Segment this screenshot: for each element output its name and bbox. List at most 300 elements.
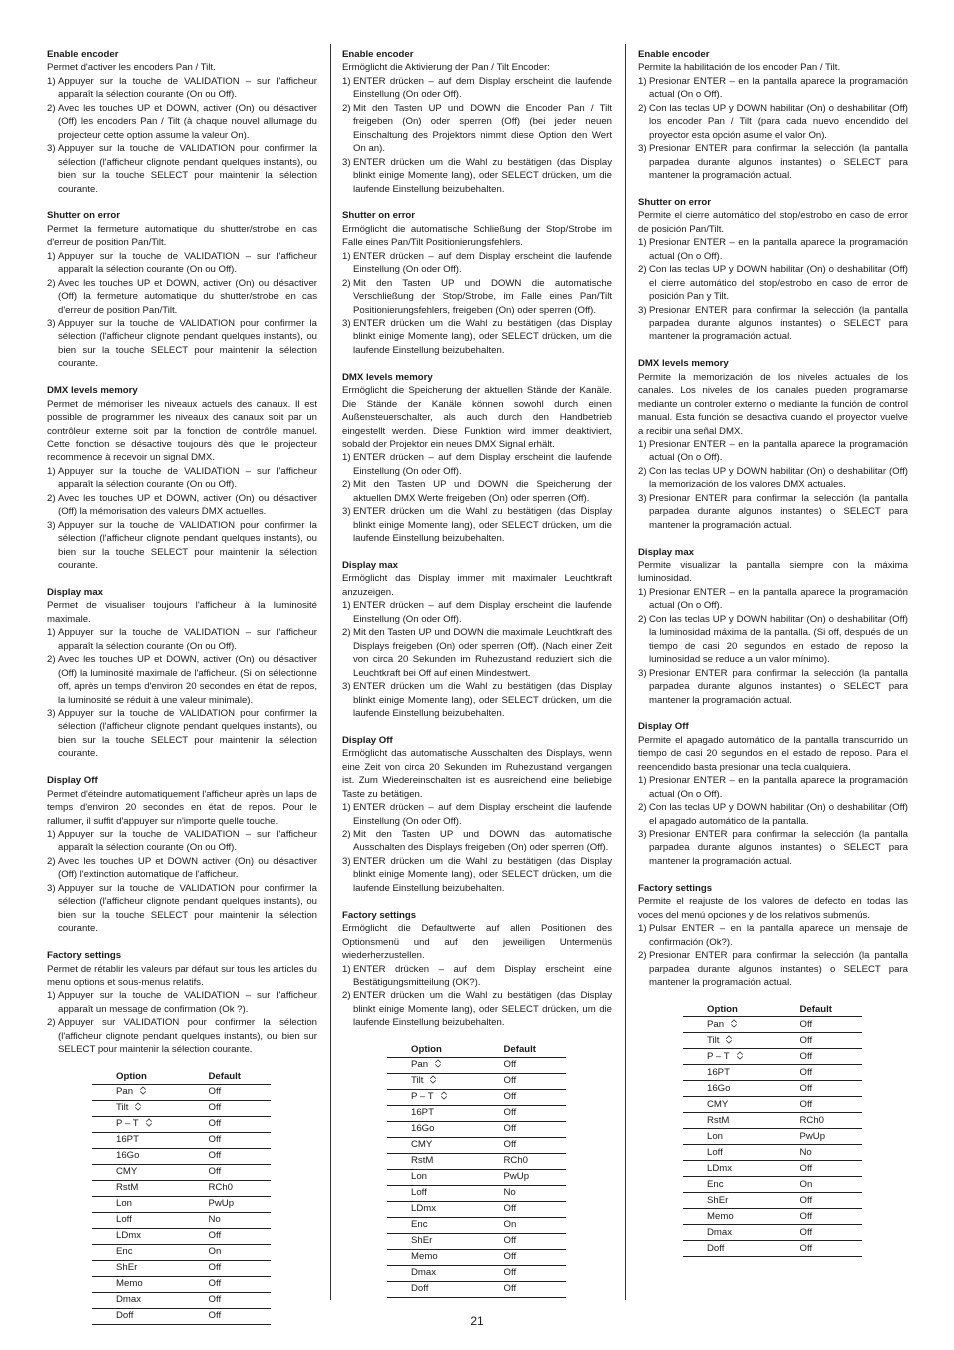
option-name: P – T bbox=[411, 1091, 434, 1103]
section-description: Permite visualizar la pantalla siempre con la máxima luminosidad. bbox=[638, 560, 908, 585]
section-description: Permet de mémoriser les niveaux actuels des canaux. Il est possible de programmer les niveaux des canaux soit par un contrôleur externe soit par la fonction de contrôle manuel. Cette fonction se désactive toujours dès que le projecteur recommence à recevoir un signal DMX. bbox=[47, 398, 317, 464]
section-description: Ermöglicht das automatische Ausschalten des Displays, wenn eine Zeit von circa 20 Sekunden im Ruhezustand vergangen ist. Zum Wiedereinschalten ist es ausreichend eine beliebige Taste zu betätigen. bbox=[342, 748, 612, 800]
option-cell bbox=[92, 1084, 208, 1100]
step-item bbox=[638, 949, 908, 989]
table-row bbox=[683, 1033, 862, 1049]
section bbox=[638, 546, 908, 707]
table-header-row bbox=[683, 1003, 862, 1017]
option-cell bbox=[387, 1281, 503, 1297]
option-cell bbox=[683, 1225, 799, 1241]
default-value: Off bbox=[799, 1033, 862, 1049]
step-number: 3) bbox=[47, 882, 56, 894]
step-number: 3) bbox=[638, 829, 647, 841]
option-name: 16PT bbox=[707, 1067, 730, 1079]
step-text: Presionar ENTER – en la pantalla aparece la programación actual (On o Off). bbox=[649, 775, 908, 800]
section-title: Enable encoder bbox=[47, 49, 119, 60]
option-name: RstM bbox=[707, 1115, 730, 1127]
step-item bbox=[342, 626, 612, 680]
step-item bbox=[638, 613, 908, 667]
step-number: 3) bbox=[342, 855, 351, 867]
step-text: Appuyer sur la touche de VALIDATION pour confirmer la sélection (l'afficheur clignote pendant quelques instants), ou bien sur la touche SELECT pour maintenir la sélection courante. bbox=[58, 708, 317, 760]
table-row bbox=[387, 1233, 566, 1249]
option-cell bbox=[92, 1228, 208, 1244]
step-number: 2) bbox=[638, 613, 647, 625]
table-row bbox=[387, 1057, 566, 1073]
step-list bbox=[47, 828, 317, 936]
option-cell bbox=[387, 1105, 503, 1121]
step-list bbox=[342, 75, 612, 196]
default-value: Off bbox=[799, 1017, 862, 1033]
default-value: PwUp bbox=[503, 1169, 566, 1185]
table-row bbox=[92, 1180, 271, 1196]
step-text: Appuyer sur la touche de VALIDATION – sur l'afficheur apparaît la sélection courante (On ou Off). bbox=[58, 465, 317, 491]
table-row bbox=[387, 1169, 566, 1185]
step-text: ENTER drücken um die Wahl zu bestätigen (das Display blinkt einige Momente lang), oder SELECT drücken, um die laufende Einstellung beizubehalten. bbox=[353, 156, 612, 195]
step-number: 1) bbox=[342, 802, 351, 814]
step-number: 1) bbox=[47, 627, 56, 639]
step-item bbox=[342, 989, 612, 1029]
up-down-arrow-icon bbox=[440, 1091, 448, 1100]
section-description: Permet d'activer les encoders Pan / Tilt. bbox=[47, 62, 216, 74]
step-number: 2) bbox=[47, 654, 56, 666]
step-number: 2) bbox=[638, 802, 647, 814]
step-list bbox=[342, 599, 612, 720]
step-item bbox=[342, 599, 612, 626]
step-item bbox=[342, 250, 612, 277]
table-row bbox=[683, 1097, 862, 1113]
option-cell bbox=[683, 1161, 799, 1177]
step-number: 1) bbox=[638, 586, 647, 598]
step-number: 1) bbox=[342, 250, 351, 262]
step-number: 3) bbox=[638, 143, 647, 155]
step-number: 1) bbox=[342, 75, 351, 87]
step-item bbox=[638, 801, 908, 828]
default-value: Off bbox=[799, 1065, 862, 1081]
step-item bbox=[47, 855, 317, 882]
step-number: 3) bbox=[47, 708, 56, 720]
step-number: 1) bbox=[342, 600, 351, 612]
step-number: 3) bbox=[342, 156, 351, 168]
step-item bbox=[342, 680, 612, 720]
section-title: Display max bbox=[638, 546, 694, 558]
section-title: DMX levels memory bbox=[342, 371, 433, 383]
section-description: Ermöglicht die Speicherung der aktuellen Stände der Kanäle. Die Stände der Kanäle können sowohl durch einen Außensteuerschalter, als auch durch den Handbetrieb eingestellt werden. Diese Funktion wird immer deaktiviert, sobald der Projektor ein neues DMX Signal erhält. bbox=[342, 385, 612, 451]
table-row bbox=[92, 1100, 271, 1116]
step-text: Presionar ENTER para confirmar la selección (la pantalla parpadea durante algunos instantes) o SELECT para mantener la programación actual. bbox=[649, 829, 908, 867]
option-cell bbox=[387, 1153, 503, 1169]
step-text: Avec les touches UP et DOWN, activer (On) ou désactiver (Off) la fermeture automatique du shutter/strobe en cas d'erreur de position Pan/Tilt. bbox=[58, 277, 317, 316]
option-name: Memo bbox=[116, 1278, 143, 1290]
section-title: Display Off bbox=[47, 775, 98, 787]
section-title: Display max bbox=[47, 586, 103, 598]
table-row bbox=[387, 1201, 566, 1217]
step-item bbox=[638, 438, 908, 465]
step-number: 3) bbox=[47, 519, 56, 531]
section-title: Display Off bbox=[342, 734, 393, 746]
section bbox=[47, 586, 317, 761]
step-item bbox=[638, 304, 908, 344]
step-item bbox=[638, 236, 908, 263]
option-cell bbox=[387, 1217, 503, 1233]
step-item bbox=[47, 277, 317, 317]
option-cell bbox=[683, 1145, 799, 1161]
up-down-arrow-icon bbox=[736, 1051, 744, 1060]
step-number: 2) bbox=[638, 102, 647, 114]
option-name: P – T bbox=[116, 1118, 139, 1130]
table-row bbox=[683, 1017, 862, 1033]
step-number: 3) bbox=[47, 318, 56, 329]
option-name: Tilt bbox=[707, 1035, 720, 1047]
step-text: Appuyer sur la touche de VALIDATION – sur l'afficheur apparaît la sélection courante (On ou Off). bbox=[58, 250, 317, 276]
column-divider bbox=[330, 44, 331, 1300]
section-description: Ermöglicht die Aktivierung der Pan / Tilt Encoder: bbox=[342, 62, 550, 74]
default-value: Off bbox=[799, 1081, 862, 1097]
default-value: Off bbox=[208, 1132, 271, 1148]
step-text: ENTER drücken – auf dem Display erscheint die laufende Einstellung (On oder Off). bbox=[353, 250, 612, 276]
section bbox=[638, 720, 908, 868]
option-name: Doff bbox=[707, 1243, 725, 1255]
section-description: Permite la memorización de los niveles actuales de los canales. Los niveles de los canales pueden programarse mediante un controler externo o mediante la función de control manual. Esta función se desactiva cuando el proyector vuelve a recibir una señal DMX. bbox=[638, 371, 908, 437]
section bbox=[638, 357, 908, 532]
step-text: Presionar ENTER – en la pantalla aparece la programación actual (On o Off). bbox=[649, 237, 908, 262]
step-text: ENTER drücken um die Wahl zu bestätigen (das Display blinkt einige Momente lang), oder SELECT drücken, um die laufende Einstellung beizubehalten. bbox=[353, 990, 612, 1029]
step-item bbox=[638, 774, 908, 801]
step-text: Presionar ENTER – en la pantalla aparece la programación actual (On o Off). bbox=[649, 439, 908, 464]
table-row bbox=[683, 1113, 862, 1129]
table-row bbox=[683, 1145, 862, 1161]
option-cell bbox=[683, 1081, 799, 1097]
option-name: Enc bbox=[116, 1246, 133, 1258]
step-list bbox=[47, 626, 317, 761]
default-options-table bbox=[92, 1070, 271, 1324]
step-item bbox=[47, 707, 317, 761]
default-value: RCh0 bbox=[208, 1180, 271, 1196]
default-value: Off bbox=[503, 1121, 566, 1137]
step-item bbox=[342, 855, 612, 895]
default-value: Off bbox=[799, 1161, 862, 1177]
option-name: LDmx bbox=[707, 1163, 733, 1175]
option-name: 16Go bbox=[116, 1150, 140, 1162]
default-value: Off bbox=[208, 1164, 271, 1180]
up-down-arrow-icon bbox=[429, 1075, 437, 1084]
step-text: Mit den Tasten UP und DOWN die maximale Leuchtkraft des Displays freigeben (On) oder sperren (Off). (Nach einer Zeit von circa 20 Sekunden im Ruhezustand reduziert sich die Leuchtkraft bei Off auf einen Mindestwert. bbox=[353, 627, 612, 679]
column-header-default: Default bbox=[799, 1003, 862, 1017]
column-header-option: Option bbox=[387, 1043, 503, 1057]
column-german bbox=[342, 48, 612, 1298]
step-text: Presionar ENTER para confirmar la selección (la pantalla parpadea durante algunos instantes) o SELECT para mantener la programación actual. bbox=[649, 950, 908, 988]
table-row bbox=[387, 1185, 566, 1201]
option-cell bbox=[683, 1193, 799, 1209]
default-value: Off bbox=[503, 1073, 566, 1089]
option-name: ShEr bbox=[707, 1195, 729, 1207]
section-title: DMX levels memory bbox=[47, 385, 138, 397]
step-number: 1) bbox=[47, 75, 56, 87]
section-description: Ermöglicht die automatische Schließung der Stop/Strobe im Falle eines Pan/Tilt Positionierungsfehlers. bbox=[342, 223, 612, 249]
step-text: Con las teclas UP y DOWN habilitar (On) o deshabilitar (Off) el apagado automático de la pantalla. bbox=[649, 802, 908, 827]
step-number: 1) bbox=[47, 990, 56, 1002]
option-name: Enc bbox=[411, 1219, 428, 1231]
option-cell bbox=[387, 1121, 503, 1137]
step-item bbox=[342, 75, 612, 102]
step-number: 2) bbox=[342, 829, 351, 841]
table-row bbox=[387, 1281, 566, 1297]
step-number: 2) bbox=[47, 1017, 56, 1029]
step-number: 2) bbox=[47, 277, 56, 289]
step-number: 3) bbox=[342, 681, 351, 693]
option-cell bbox=[387, 1201, 503, 1217]
up-down-arrow-icon bbox=[145, 1118, 153, 1127]
section-title: Factory settings bbox=[47, 950, 122, 962]
step-item bbox=[638, 922, 908, 949]
step-text: Appuyer sur la touche de VALIDATION pour confirmer la sélection (l'afficheur clignote pendant quelques instants), ou bien sur la touche SELECT pour maintenir la sélection courante. bbox=[58, 318, 317, 370]
step-text: ENTER drücken – auf dem Display erscheint die laufende Einstellung (On oder Off). bbox=[353, 802, 612, 827]
step-number: 2) bbox=[638, 465, 647, 477]
default-value: Off bbox=[503, 1281, 566, 1297]
step-list bbox=[342, 250, 612, 358]
table-row bbox=[683, 1177, 862, 1193]
step-text: Presionar ENTER – en la pantalla aparece la programación actual (On o Off). bbox=[649, 75, 908, 101]
step-item bbox=[47, 75, 317, 102]
default-value: Off bbox=[208, 1228, 271, 1244]
default-value: RCh0 bbox=[503, 1153, 566, 1169]
step-item bbox=[638, 828, 908, 868]
section bbox=[47, 774, 317, 935]
step-list bbox=[342, 451, 612, 545]
option-name: CMY bbox=[116, 1166, 138, 1178]
option-cell bbox=[387, 1185, 503, 1201]
option-cell bbox=[92, 1196, 208, 1212]
default-value: Off bbox=[503, 1057, 566, 1073]
default-value: Off bbox=[799, 1049, 862, 1065]
step-text: Con las teclas UP y DOWN habilitar (On) o deshabilitar (Off) los encoder Pan / Tilt (para cada nuevo encendido del proyector esta opción asume el valor On). bbox=[649, 102, 908, 141]
step-text: Presionar ENTER para confirmar la selección (la pantalla parpadea durante algunos instantes) o SELECT para mantener la programación actual. bbox=[649, 667, 908, 706]
default-value: Off bbox=[799, 1209, 862, 1225]
step-text: Pulsar ENTER – en la pantalla aparece un mensaje de confirmación (Ok?). bbox=[649, 923, 908, 948]
step-text: Avec les touches UP et DOWN, activer (On) ou désactiver (Off) la luminosité maximale de l'afficheur. (Si on sélectionne off, après un temps d'environ 20 secondes en état de repos, la luminosité se réduit à une valeur minimale). bbox=[58, 654, 317, 706]
table-row bbox=[92, 1260, 271, 1276]
table-row bbox=[92, 1196, 271, 1212]
step-item bbox=[47, 519, 317, 573]
table-row bbox=[683, 1129, 862, 1145]
section-description: Permite el cierre automático del stop/estrobo en caso de error de posición Pan/Tilt. bbox=[638, 210, 908, 235]
step-number: 1) bbox=[638, 775, 647, 787]
option-name: Dmax bbox=[411, 1267, 437, 1279]
default-value: Off bbox=[799, 1097, 862, 1113]
option-name: LDmx bbox=[116, 1230, 142, 1242]
default-value: Off bbox=[799, 1241, 862, 1257]
step-number: 2) bbox=[638, 950, 647, 962]
table-row bbox=[683, 1049, 862, 1065]
section bbox=[342, 559, 612, 720]
table-row bbox=[683, 1081, 862, 1097]
table-row bbox=[92, 1084, 271, 1100]
option-cell bbox=[92, 1244, 208, 1260]
table-row bbox=[92, 1276, 271, 1292]
section bbox=[342, 209, 612, 357]
default-value: RCh0 bbox=[799, 1113, 862, 1129]
default-value: Off bbox=[503, 1105, 566, 1121]
step-text: Appuyer sur la touche de VALIDATION pour confirmer la sélection (l'afficheur clignote pendant quelques instants), ou bien sur la touche SELECT pour maintenir la sélection courante. bbox=[58, 143, 317, 195]
step-text: Con las teclas UP y DOWN habilitar (On) o deshabilitar (Off) la luminosidad máxima de la pantalla. (Si off, después de un tiempo de casi 20 segundos en estado de reposo la luminosidad se reduce a un valor mínimo). bbox=[649, 613, 908, 666]
section bbox=[47, 949, 317, 1057]
step-item bbox=[47, 882, 317, 936]
default-value: PwUp bbox=[208, 1196, 271, 1212]
option-name: 16Go bbox=[707, 1083, 731, 1095]
option-cell bbox=[683, 1017, 799, 1033]
table-row bbox=[683, 1065, 862, 1081]
step-text: Appuyer sur la touche de VALIDATION – sur l'afficheur apparaît un message de confirmation (Ok ?). bbox=[58, 990, 317, 1015]
section-description: Permet de visualiser toujours l'afficheur à la luminosité maximale. bbox=[47, 600, 317, 625]
section-description: Permet de rétablir les valeurs par défaut sur tous les articles du menu options et sous-menus relatifs. bbox=[47, 963, 317, 988]
step-item bbox=[342, 801, 612, 828]
step-list bbox=[47, 250, 317, 371]
section-title: Shutter on error bbox=[638, 196, 712, 208]
step-item bbox=[47, 626, 317, 653]
step-item bbox=[47, 1016, 317, 1056]
section bbox=[342, 48, 612, 196]
up-down-arrow-icon bbox=[730, 1019, 738, 1028]
up-down-arrow-icon bbox=[134, 1102, 142, 1111]
option-name: 16Go bbox=[411, 1123, 435, 1135]
default-value: No bbox=[799, 1145, 862, 1161]
option-name: Tilt bbox=[411, 1075, 424, 1087]
step-list bbox=[638, 586, 908, 707]
default-value: Off bbox=[503, 1089, 566, 1105]
default-value: Off bbox=[503, 1201, 566, 1217]
step-number: 2) bbox=[47, 855, 56, 867]
section-description: Ermöglicht das Display immer mit maximaler Leuchtkraft anzuzeigen. bbox=[342, 573, 612, 598]
default-value: Off bbox=[208, 1276, 271, 1292]
default-value: Off bbox=[208, 1260, 271, 1276]
option-cell bbox=[683, 1049, 799, 1065]
default-value: Off bbox=[503, 1233, 566, 1249]
default-value: Off bbox=[208, 1308, 271, 1324]
step-number: 2) bbox=[47, 492, 56, 504]
option-name: CMY bbox=[707, 1099, 729, 1111]
section bbox=[638, 196, 908, 344]
section bbox=[638, 48, 908, 183]
option-cell bbox=[387, 1089, 503, 1105]
step-item bbox=[47, 828, 317, 855]
section bbox=[638, 882, 908, 990]
option-name: Doff bbox=[411, 1283, 429, 1295]
column-header-default: Default bbox=[208, 1070, 271, 1084]
column-header-option: Option bbox=[683, 1003, 799, 1017]
default-value: PwUp bbox=[799, 1129, 862, 1145]
option-cell bbox=[683, 1241, 799, 1257]
default-value: Off bbox=[503, 1265, 566, 1281]
section-description: Permet d'éteindre automatiquement l'afficheur après un laps de temps d'environ 20 secondes en état de repos. Pour le rallumer, il suffit d'appuyer sur n'importe quelle touche. bbox=[47, 788, 317, 827]
step-text: Appuyer sur la touche de VALIDATION – sur l'afficheur apparaît la sélection courante (On ou Off). bbox=[58, 829, 317, 854]
step-text: Presionar ENTER para confirmar la selección (la pantalla parpadea durante algunos instantes) o SELECT para mantener la programación actual. bbox=[649, 492, 908, 531]
option-name: 16PT bbox=[116, 1134, 139, 1146]
table-row bbox=[92, 1132, 271, 1148]
step-text: Mit den Tasten UP und DOWN das automatische Ausschalten des Displays freigeben (On) oder sperren (Off). bbox=[353, 829, 612, 854]
step-number: 1) bbox=[47, 829, 56, 841]
default-value: Off bbox=[503, 1137, 566, 1153]
option-cell bbox=[387, 1233, 503, 1249]
option-cell bbox=[683, 1209, 799, 1225]
step-item bbox=[638, 465, 908, 492]
option-cell bbox=[683, 1065, 799, 1081]
section-title: Display max bbox=[342, 560, 398, 572]
step-number: 2) bbox=[342, 627, 351, 639]
table-row bbox=[387, 1249, 566, 1265]
table-row bbox=[683, 1241, 862, 1257]
option-cell bbox=[92, 1292, 208, 1308]
table-row bbox=[387, 1217, 566, 1233]
option-cell bbox=[683, 1129, 799, 1145]
column-header-default: Default bbox=[503, 1043, 566, 1057]
section-title: Shutter on error bbox=[47, 210, 121, 222]
step-item bbox=[47, 653, 317, 707]
step-item bbox=[638, 75, 908, 102]
option-name: Loff bbox=[411, 1187, 427, 1199]
option-name: Dmax bbox=[116, 1294, 142, 1306]
option-name: LDmx bbox=[411, 1203, 437, 1215]
option-name: RstM bbox=[411, 1155, 434, 1167]
column-spanish bbox=[638, 48, 908, 1257]
default-value: Off bbox=[208, 1100, 271, 1116]
table-row bbox=[92, 1116, 271, 1132]
option-name: ShEr bbox=[116, 1262, 138, 1274]
step-text: Appuyer sur la touche de VALIDATION – sur l'afficheur apparaît la sélection courante (On ou Off). bbox=[58, 627, 317, 652]
option-name: RstM bbox=[116, 1182, 139, 1194]
option-cell bbox=[92, 1260, 208, 1276]
default-options-table bbox=[683, 1003, 862, 1257]
step-number: 1) bbox=[47, 250, 56, 262]
option-cell bbox=[92, 1116, 208, 1132]
table-row bbox=[387, 1265, 566, 1281]
section-description: Permet la fermeture automatique du shutter/strobe en cas d'erreur de position Pan/Tilt. bbox=[47, 223, 317, 249]
step-number: 3) bbox=[638, 667, 647, 679]
step-text: Mit den Tasten UP und DOWN die automatische Verschließung der Stop/Strobe, im Falle eines Pan/Tilt Positionierungsfehlers, freigeben (On) oder sperren (Off). bbox=[353, 277, 612, 316]
table-row bbox=[92, 1148, 271, 1164]
step-item bbox=[638, 102, 908, 142]
option-name: Lon bbox=[707, 1131, 724, 1143]
step-item bbox=[638, 492, 908, 532]
step-list bbox=[47, 465, 317, 573]
default-value: Off bbox=[799, 1193, 862, 1209]
step-text: Appuyer sur la touche de VALIDATION – sur l'afficheur apparaît la sélection courante (On ou Off). bbox=[58, 75, 317, 101]
section-title: Enable encoder bbox=[638, 49, 710, 60]
section-title: Factory settings bbox=[342, 909, 417, 921]
step-item bbox=[638, 667, 908, 707]
option-cell bbox=[92, 1132, 208, 1148]
step-number: 2) bbox=[342, 479, 351, 491]
step-item bbox=[638, 142, 908, 182]
step-item bbox=[342, 317, 612, 357]
section bbox=[342, 734, 612, 895]
step-text: ENTER drücken um die Wahl zu bestätigen (das Display blinkt einige Momente lang), oder SELECT drücken, um die laufende Einstellung beizubehalten. bbox=[353, 855, 612, 894]
table-row bbox=[387, 1073, 566, 1089]
step-number: 1) bbox=[342, 963, 351, 975]
option-name: Doff bbox=[116, 1310, 134, 1322]
step-item bbox=[47, 317, 317, 371]
section bbox=[342, 371, 612, 546]
option-name: P – T bbox=[707, 1051, 730, 1063]
step-number: 2) bbox=[342, 102, 351, 114]
step-text: Presionar ENTER para confirmar la selección (la pantalla parpadea durante algunos instantes) o SELECT para mantener la programación actual. bbox=[649, 304, 908, 343]
step-number: 3) bbox=[47, 143, 56, 155]
step-text: Avec les touches UP et DOWN, activer (On) ou désactiver (Off) les encoders Pan / Tilt (à chaque nouvel allumage du projecteur cette option assume la valeur On). bbox=[58, 102, 317, 141]
step-text: Appuyer sur la touche de VALIDATION pour confirmer la sélection (l'afficheur clignote pendant quelques instants), ou bien sur la touche SELECT pour maintenir la sélection courante. bbox=[58, 882, 317, 935]
step-text: ENTER drücken – auf dem Display erscheint die laufende Einstellung (On oder Off). bbox=[353, 75, 612, 101]
step-item bbox=[638, 263, 908, 303]
step-item bbox=[342, 451, 612, 478]
option-name: Pan bbox=[707, 1019, 725, 1031]
step-text: Mit den Tasten UP und DOWN die Encoder Pan / Tilt freigeben (On) oder sperren (Off) (bei jeder neuen Einschaltung des Projektors nimmt diese Option den Wert On an). bbox=[353, 102, 612, 155]
